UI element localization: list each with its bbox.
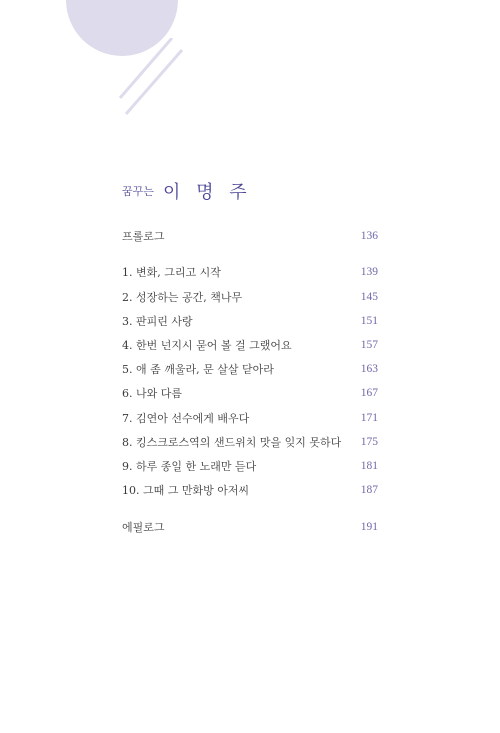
toc-entry-chapter-1	[122, 264, 378, 280]
toc-entry-page: 191	[360, 521, 378, 533]
toc-entry-page: 181	[360, 460, 378, 472]
toc-entry-chapter-2	[122, 289, 378, 305]
toc-entry-chapter-7	[122, 410, 378, 426]
toc-entry-chapter-10	[122, 482, 378, 498]
author-header	[122, 178, 252, 204]
toc-entry-title: 1. 변화, 그리고 시작	[122, 266, 221, 279]
toc-entry-page: 175	[360, 436, 378, 448]
toc-entry-title: 4. 한번 넌지시 묻어 볼 걸 그랬어요	[122, 339, 292, 352]
toc-entry-page: 187	[360, 484, 378, 496]
toc-entry-title: 8. 킹스크로스역의 샌드위치 맛을 잊지 못하다	[122, 436, 342, 449]
toc-entry-title: 6. 나와 다름	[122, 387, 182, 400]
toc-entry-chapter-6	[122, 385, 378, 401]
toc-entry-title: 9. 하루 종일 한 노래만 듣다	[122, 460, 257, 473]
toc-entry-title: 에필로그	[122, 521, 165, 534]
decorative-stripes	[116, 38, 186, 116]
toc-entry-epilogue	[122, 519, 378, 535]
toc-entry-page: 167	[360, 387, 378, 399]
toc-entry-chapter-4	[122, 337, 378, 353]
toc-entry-title: 2. 성장하는 공간, 책나무	[122, 291, 243, 304]
author-name: 이 명 주	[162, 182, 252, 203]
toc-entry-page: 171	[360, 412, 378, 424]
toc-entry-title: 5. 애 좀 깨울라, 문 살살 닫아라	[122, 363, 274, 376]
toc-entry-chapter-5	[122, 361, 378, 377]
toc-entry-page: 151	[360, 315, 378, 327]
toc-entry-title: 3. 판피린 사랑	[122, 315, 193, 328]
toc-entry-title: 7. 김연아 선수에게 배우다	[122, 412, 250, 425]
author-label: 꿈꾸는	[122, 185, 154, 198]
toc-entry-title: 프롤로그	[122, 230, 165, 243]
toc-entry-prologue	[122, 228, 378, 244]
toc-entry-chapter-9	[122, 458, 378, 474]
toc-entry-chapter-3	[122, 313, 378, 329]
toc-entry-title: 10. 그때 그 만화방 아저씨	[122, 484, 250, 497]
toc-entry-page: 139	[360, 266, 378, 278]
toc-entry-page: 136	[360, 230, 378, 242]
toc-entry-page: 157	[360, 339, 378, 351]
toc-entry-page: 145	[360, 291, 378, 303]
toc-entry-page: 163	[360, 363, 378, 375]
toc-entry-chapter-8	[122, 434, 378, 450]
